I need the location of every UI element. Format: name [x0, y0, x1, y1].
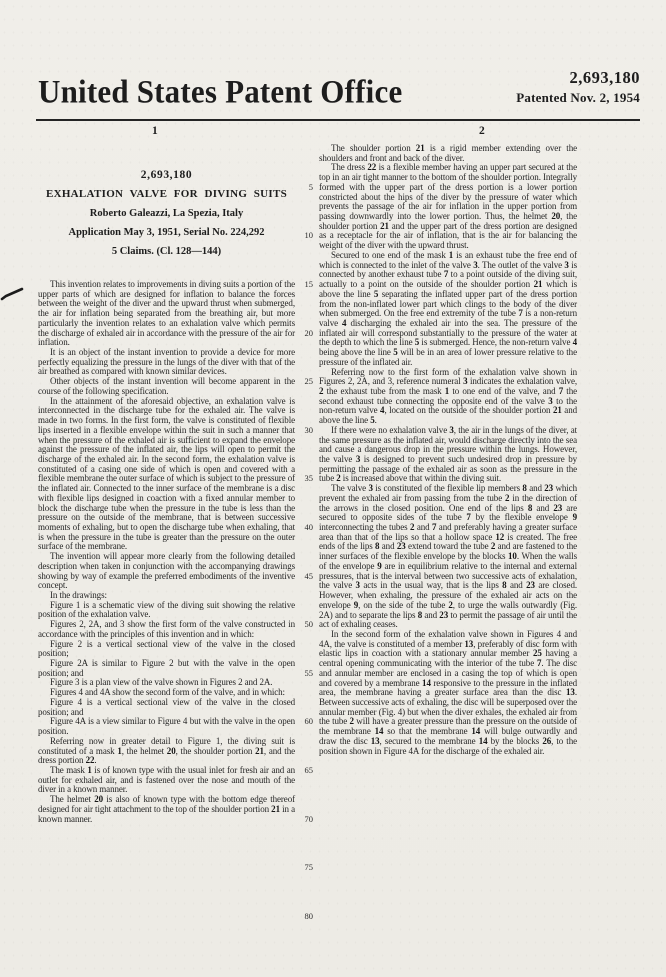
paragraph: Referring now to the first form of the exhalation valve shown in Figures 2, 2A, and 3, reference numeral 3 indicates the exhalation valve, 2 the exhaust tube from the mask 1 to one end of the valve, and 7 the second exhaust tube connecting the opposite end of the valve 3 to the non-return valve 4, located on the outside of the shoulder portion 21 and above the line 5.: [319, 366, 577, 426]
paragraph: The invention will appear more clearly from the following detailed description when taken in conjunction with the accompanying drawings showing by way of example the preferred embodiments of the inventive concept.: [38, 551, 295, 591]
paragraph: In the second form of the exhalation valve shown in Figures 4 and 4A, the valve is constituted of a member 13, preferably of disc form with elastic lips in coaction with a stationary annular member 25 having a central opening communicating with the interior of the tube 7. The disc and annular member are enclosed in a casing the top of which is open and covered by a membrane 14 responsive to the pressure in the inflated area, the membrane having a greater surface area than the disc 13. Between successive acts of exhaling, the disc will be superposed over the annular member (Fig. 4) but when the diver exhales, the exhaled air from the tube 2 will have a greater pressure than the pressure on the outside of the membrane 14 so that the membrane 14 will bulge outwardly and draw the disc 13, secured to the membrane 14 by the blocks 26, to the position shown in Figure 4A for the discharge of the exhaled air.: [319, 628, 578, 756]
paragraph: The mask 1 is of known type with the usual inlet for fresh air and an outlet for exhaled air, and is fastened over the nose and mouth of the diver in a known manner.: [38, 764, 295, 795]
title-block: [38, 152, 295, 280]
paragraph: The valve 3 is constituted of the flexible lip members 8 and 23 which prevent the exhaled air from passing from the tube 2 in the direction of the arrows in the closed position. One end of the lips 8 and 23 are secured to opposite sides of the tube 7 by the flexible envelope 9 interconnecting the tubes 2 and 7 and preferably having a greater surface area than that of the lips so that a hollow space 12 is created. The free ends of the lips 8 and 23 extend toward the tube 2 and are fastened to the inner surfaces of the flexible envelope by the blocks 10. When the walls of the envelope 9 are in equilibrium relative to the internal and external pressures, that is the interval between two successive acts of exhalation, the valve 3 acts in the usual way, that is the lips 8 and 23 are closed. However, when exhaling, the pressure of the exhaled air acts on the envelope 9, on the side of the tube 2, to urge the walls outwardly (Fig. 2A) and to separate the lips 8 and 23 to permit the passage of air until the act of exhaling ceases.: [319, 483, 578, 630]
line-number: 20: [304, 327, 313, 338]
application-line: Application May 3, 1951, Serial No. 224,292: [68, 227, 265, 238]
line-number: 25: [304, 376, 313, 387]
paragraph: The dress 22 is a flexible member having an upper part secured at the top in an air tight manner to the bottom of the shoulder portion. Integrally formed with the upper part of the dress portion is a lower portion constricted about the hips of the diver by the pressure of water which prevents the passage of the air for inflation in the upper portion from passing downwardly into the lower portion. Thus, the helmet 20, the shoulder portion 21 and the upper part of the dress portion are designed as a receptacle for the air of inflation, that is the air for balancing the weight of the diver with the upward thrust.: [319, 162, 578, 251]
line-number: 80: [304, 910, 313, 921]
paragraph: Figures 2, 2A, and 3 show the first form of the valve constructed in accordance with the principles of this invention and in which:: [38, 619, 295, 639]
paragraph: This invention relates to improvements in diving suits a portion of the upper parts of which are designed for inflation to balance the forces between the weight of the diver and the upward thrust when submerged, the air for inflation being separated from the breathing air, but more particularly the invention relates to an exhalation valve which permits the discharge of exhaled air in accordance with the pressure of the air for inflation.: [38, 279, 295, 348]
column-number-left: 1: [152, 125, 158, 137]
header-divider-rule: [36, 119, 640, 121]
column-number-right: 2: [479, 125, 485, 137]
line-number: 55: [304, 667, 313, 678]
paragraph: In the attainment of the aforesaid objective, an exhalation valve is interconnected in the discharge tube for the exhaled air. The valve is made in two forms. In the first form, the valve is constituted of flexible lips inserted in a flexible envelope within the suit in such a manner that when the pressure of the exhaled air is sufficient to expand the envelope against the pressure of the inflated air, the lips will open to permit the discharge of the exhaled air. In the second form, the exhalation valve is constituted of a casing one side of which is open and covered with a flexible membrane the outer surface of which is subject to the pressure of the inflated air. Connected to the inner surface of the membrane is a disc with flexible lips designed in coaction with a fixed annular member to block the discharge tube when the pressure in the tube is less than the pressure on the outside of the membrane, that is between successive moments of exhaling, but to open the discharge tube when exhaling, that is when the pressure in the tube is greater than the pressure on the outer surface of the membrane.: [38, 395, 296, 552]
line-number: 10: [304, 230, 313, 241]
paragraph: Secured to one end of the mask 1 is an exhaust tube the free end of which is connected to the inlet of the valve 3. The outlet of the valve 3 is connected by another exhaust tube 7 to a point outside of the diving suit, actually to a point on the outside of the shoulder portion 21 which is above the line 5 separating the inflated upper part of the dress portion from the non-inflated lower part which clings to the body of the diver when submerged. On the free end extremity of the tube 7 is a non-return valve 4 discharging the exhaled air into the sea. The pressure of the inflated air will correspond substantially to the pressure of the water at the depth to which the line 5 is submerged. Hence, the non-return valve 4 being above the line 5 will be in an area of lower pressure relative to the pressure of the inflated air.: [319, 249, 578, 367]
line-number: 30: [304, 424, 313, 435]
masthead: [38, 68, 640, 111]
line-number: 70: [304, 813, 313, 824]
left-column: [38, 280, 295, 935]
line-number: 15: [304, 279, 313, 290]
right-column: [319, 144, 577, 935]
patent-number: 2,693,180: [569, 68, 640, 87]
paragraph: If there were no exhalation valve 3, the air in the lungs of the diver, at the same pressure as the inflated air, would discharge directly into the sea and cause a dangerous drop in the pressure within the lungs. However, the valve 3 is designed to prevent such undesired drop in pressure by permitting the passage of the exhaled air as soon as the pressure in the tube 2 is increased above that within the diving suit.: [319, 424, 577, 484]
paragraph: Figure 4A is a view similar to Figure 4 but with the valve in the open position.: [38, 716, 295, 737]
line-number: 5: [308, 181, 313, 192]
paragraph: It is an object of the instant invention to provide a device for more perfectly equalizing the pressure in the lungs of the diver with that of the air breathed as compared with known similar devices.: [38, 347, 295, 377]
paragraph: Other objects of the instant invention will become apparent in the course of the following specification.: [38, 376, 295, 396]
page-title: United States Patent Office: [38, 72, 403, 111]
patent-id-block: [516, 68, 640, 106]
ink-mark: [0, 284, 24, 304]
paragraph: Figure 2A is similar to Figure 2 but with the valve in the open position; and: [38, 658, 295, 678]
title-block-patent-number: 2,693,180: [140, 169, 193, 181]
line-number: 75: [304, 862, 313, 873]
inventor-line: Roberto Galeazzi, La Spezia, Italy: [89, 208, 244, 219]
paragraph: In the drawings:: [50, 590, 107, 600]
paragraph: Figures 4 and 4A show the second form of the valve, and in which:: [50, 687, 285, 698]
invention-title: EXHALATION VALVE FOR DIVING SUITS: [45, 188, 288, 200]
claims-line: 5 Claims. (Cl. 128—144): [111, 246, 222, 257]
line-number: 35: [304, 473, 313, 484]
paragraph: The shoulder portion 21 is a rigid member extending over the shoulders and front and back of the diver.: [319, 143, 577, 163]
line-number: 45: [304, 570, 313, 581]
line-number: 65: [304, 765, 313, 776]
paragraph: Figure 4 is a vertical sectional view of the valve in the closed position; and: [38, 696, 295, 717]
line-number: 60: [304, 716, 313, 727]
paragraph: Figure 3 is a plan view of the valve shown in Figures 2 and 2A.: [50, 677, 273, 688]
line-number: 40: [304, 522, 313, 533]
patented-date: Patented Nov. 2, 1954: [516, 90, 640, 105]
paragraph: Figure 2 is a vertical sectional view of the valve in the closed position;: [38, 638, 295, 659]
paragraph: Figure 1 is a schematic view of the diving suit showing the relative position of the exhalation valve.: [38, 599, 295, 620]
line-number: 50: [304, 619, 313, 630]
paragraph: Referring now in greater detail to Figure 1, the diving suit is constituted of a mask 1, the helmet 20, the shoulder portion 21, and the dress portion 22.: [38, 735, 295, 766]
paragraph: The helmet 20 is also of known type with the bottom edge thereof designed for air tight attachment to the top of the shoulder portion 21 in a known manner.: [38, 794, 295, 824]
